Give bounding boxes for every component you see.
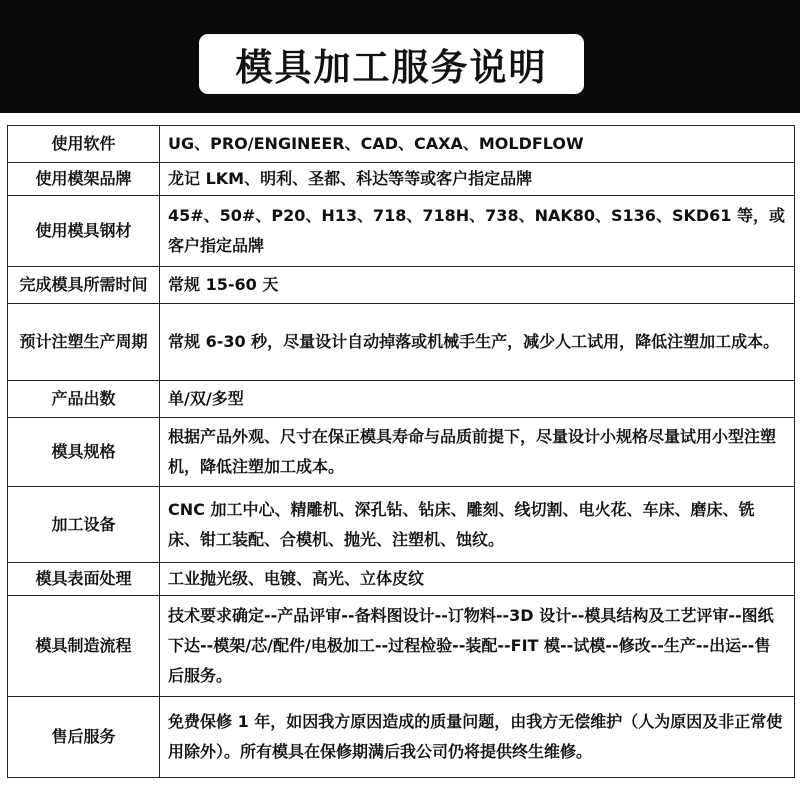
service-spec-table [7, 125, 795, 778]
table-row [8, 267, 795, 304]
header-band [0, 0, 800, 113]
table-row [8, 697, 795, 778]
row-value-surface-treatment: 工业抛光级、电镀、高光、立体皮纹 [160, 563, 795, 596]
row-label-surface-treatment: 模具表面处理 [8, 563, 160, 596]
row-value-equipment: CNC 加工中心、精雕机、深孔钻、钻床、雕刻、线切割、电火花、车床、磨床、铣床、钳工装配、合模机、抛光、注塑机、蚀纹。 [160, 487, 795, 563]
row-value-cycle-time: 常规 6-30 秒，尽量设计自动掉落或机械手生产，减少人工试用，降低注塑加工成本。 [160, 304, 795, 381]
row-value-after-sales: 免费保修 1 年，如因我方原因造成的质量问题，由我方无偿维护（人为原因及非正常使用除外）。所有模具在保修期满后我公司仍将提供终生维修。 [160, 697, 795, 778]
table-row [8, 487, 795, 563]
row-label-software: 使用软件 [8, 126, 160, 163]
row-value-mold-spec: 根据产品外观、尺寸在保正模具寿命与品质前提下，尽量设计小规格尽量试用小型注塑机，降低注塑加工成本。 [160, 418, 795, 487]
row-label-mold-base-brand: 使用模架品牌 [8, 163, 160, 196]
row-label-mold-steel: 使用模具钢材 [8, 196, 160, 267]
row-label-equipment: 加工设备 [8, 487, 160, 563]
table-row [8, 163, 795, 196]
row-label-mold-spec: 模具规格 [8, 418, 160, 487]
row-label-process: 模具制造流程 [8, 596, 160, 697]
row-value-lead-time: 常规 15-60 天 [160, 267, 795, 304]
table-row [8, 126, 795, 163]
row-label-lead-time: 完成模具所需时间 [8, 267, 160, 304]
row-label-after-sales: 售后服务 [8, 697, 160, 778]
table-row [8, 563, 795, 596]
table-row [8, 418, 795, 487]
table-row [8, 304, 795, 381]
page-title: 模具加工服务说明 [199, 34, 584, 94]
table-row [8, 196, 795, 267]
row-value-process: 技术要求确定--产品评审--备料图设计--订物料--3D 设计--模具结构及工艺评审--图纸下达--模架/芯/配件/电极加工--过程检验--装配--FIT 模--试模--修改--生产--出运--售后服务。 [160, 596, 795, 697]
row-label-cavities: 产品出数 [8, 381, 160, 418]
row-label-cycle-time: 预计注塑生产周期 [8, 304, 160, 381]
row-value-mold-base-brand: 龙记 LKM、明利、圣都、科达等等或客户指定品牌 [160, 163, 795, 196]
row-value-cavities: 单/双/多型 [160, 381, 795, 418]
table-row [8, 381, 795, 418]
table-row [8, 596, 795, 697]
row-value-mold-steel: 45#、50#、P20、H13、718、718H、738、NAK80、S136、SKD61 等，或客户指定品牌 [160, 196, 795, 267]
row-value-software: UG、PRO/ENGINEER、CAD、CAXA、MOLDFLOW [160, 126, 795, 163]
